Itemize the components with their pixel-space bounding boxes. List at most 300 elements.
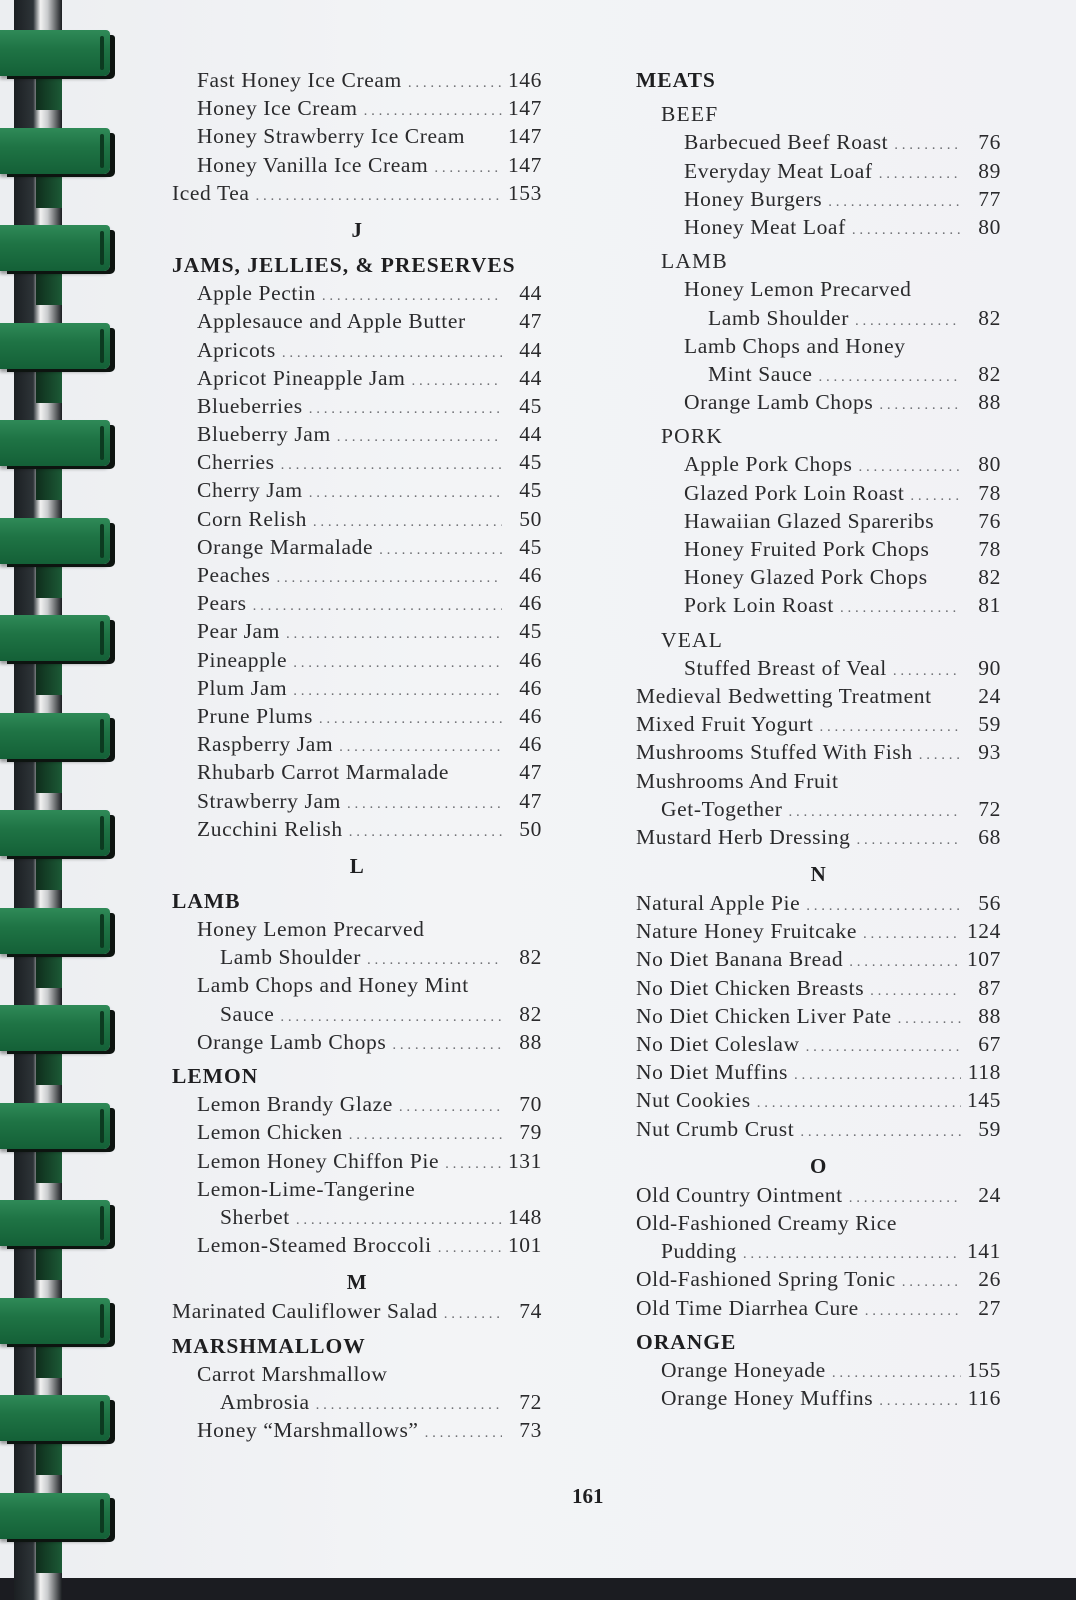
index-entry (636, 1384, 1001, 1412)
dot-leader (293, 649, 502, 677)
index-entry (636, 479, 1001, 507)
index-entry (636, 360, 1001, 388)
index-entry (172, 420, 542, 448)
index-entry (636, 213, 1001, 241)
dot-leader (316, 1391, 502, 1419)
index-category (172, 1332, 542, 1360)
entry-title: No Diet Chicken Breasts (636, 975, 865, 1000)
entry-title: Stuffed Breast of Veal (684, 655, 887, 680)
section-letter: M (346, 1270, 368, 1295)
binding-coil (0, 713, 110, 759)
entry-title: Nature Honey Fruitcake (636, 919, 857, 944)
index-entry (636, 1002, 1001, 1030)
entry-page-number: 80 (978, 452, 1001, 477)
index-entry (172, 1388, 542, 1416)
dot-leader (743, 1240, 961, 1268)
index-category (172, 1062, 542, 1090)
entry-page-number: 93 (978, 740, 1001, 765)
entry-page-number: 89 (978, 158, 1001, 183)
index-entry (636, 1115, 1001, 1143)
dot-leader (879, 391, 961, 419)
entry-page-number: 74 (519, 1299, 542, 1324)
dot-leader (856, 826, 961, 854)
dot-leader (806, 892, 961, 920)
coil-stem (36, 460, 62, 500)
dot-leader (919, 741, 961, 769)
section-letter: L (349, 853, 365, 878)
index-entry (636, 738, 1001, 766)
dot-leader (280, 1003, 502, 1031)
dot-leader (411, 367, 502, 395)
dot-leader (855, 307, 961, 335)
entry-page-number: 44 (519, 365, 542, 390)
entry-page-number: 78 (978, 480, 1001, 505)
binding-coil (0, 1005, 110, 1051)
index-entry (636, 1294, 1001, 1322)
dot-leader (879, 160, 961, 188)
dot-leader (849, 1184, 961, 1212)
category-label: MARSHMALLOW (172, 1333, 366, 1358)
section-letter: O (810, 1153, 827, 1178)
entry-page-number: 82 (978, 305, 1001, 330)
entry-title: Mustard Herb Dressing (636, 824, 851, 849)
entry-page-number: 145 (966, 1088, 1001, 1113)
coil-stem (36, 168, 62, 208)
index-entry (172, 448, 542, 476)
coil-stem (36, 1435, 62, 1475)
index-entry (172, 589, 542, 617)
dot-leader (832, 1359, 961, 1387)
coil-stem (36, 265, 62, 305)
entry-title: Lamb Chops and Honey (684, 333, 906, 358)
entry-title: Iced Tea (172, 180, 250, 205)
index-subcategory (636, 422, 1001, 450)
index-entry (172, 1118, 542, 1146)
index-entry (636, 1265, 1001, 1293)
binding-coil (0, 30, 110, 76)
index-entry (636, 1086, 1001, 1114)
index-entry (636, 128, 1001, 156)
dot-leader (800, 1118, 961, 1146)
entry-title: Honey Ice Cream (197, 96, 358, 121)
index-entry (172, 943, 542, 971)
entry-page-number: 24 (978, 1182, 1001, 1207)
index-entry (636, 1209, 1001, 1237)
entry-page-number: 45 (519, 619, 542, 644)
entry-title: Pineapple (197, 647, 288, 672)
entry-page-number: 147 (507, 96, 542, 121)
index-entry (636, 157, 1001, 185)
category-label: BEEF (661, 102, 719, 127)
coil-stem (36, 70, 62, 110)
page-number: 161 (572, 1484, 604, 1508)
index-entry (636, 275, 1001, 303)
binding-coil (0, 1103, 110, 1149)
entry-page-number: 118 (967, 1060, 1001, 1085)
entry-page-number: 46 (519, 563, 542, 587)
index-subcategory (636, 626, 1001, 654)
entry-title: Blueberries (197, 393, 303, 418)
dot-leader (349, 1121, 502, 1149)
entry-page-number: 88 (519, 1029, 542, 1054)
dot-leader (438, 1234, 502, 1262)
entry-title: Cherry Jam (197, 478, 303, 503)
index-entry (172, 307, 542, 335)
entry-page-number: 116 (967, 1386, 1001, 1411)
dot-leader (819, 713, 961, 741)
binding-coil (0, 810, 110, 856)
index-entry (172, 730, 542, 758)
entry-title: Applesauce and Apple Butter (197, 309, 466, 334)
entry-title: Honey Strawberry Ice Cream (197, 124, 466, 149)
entry-title: Lamb Chops and Honey Mint (197, 973, 469, 998)
entry-title: Pork Loin Roast (684, 593, 834, 618)
index-entry (172, 1203, 542, 1231)
coil-stem (36, 1143, 62, 1183)
entry-title: Cherries (197, 450, 275, 475)
entry-title: Old Country Ointment (636, 1182, 843, 1207)
dot-leader (256, 182, 502, 210)
index-column-right (636, 66, 1001, 1412)
entry-title: Raspberry Jam (197, 732, 334, 757)
dot-leader (858, 453, 961, 481)
entry-title: Lemon Honey Chiffon Pie (197, 1148, 440, 1173)
index-entry (172, 758, 542, 786)
index-entry (636, 654, 1001, 682)
index-entry (172, 561, 542, 589)
coil-stem (36, 655, 62, 695)
entry-page-number: 147 (507, 152, 542, 177)
category-label: LEMON (172, 1064, 259, 1088)
category-label: LAMB (172, 888, 241, 913)
entry-title: Honey Vanilla Ice Cream (197, 152, 429, 177)
index-entry (172, 787, 542, 815)
entry-page-number: 153 (507, 180, 542, 205)
index-category (636, 1328, 1001, 1356)
index-entry (172, 1090, 542, 1118)
entry-page-number: 88 (978, 1003, 1001, 1028)
index-entry (636, 591, 1001, 619)
entry-title: Nut Crumb Crust (636, 1116, 795, 1141)
dot-leader (806, 1033, 961, 1061)
dot-leader (852, 216, 961, 244)
index-entry (172, 702, 542, 730)
index-entry (172, 151, 542, 179)
index-subcategory (636, 100, 1001, 128)
index-subcategory (636, 247, 1001, 275)
dot-leader (322, 282, 502, 310)
entry-page-number: 44 (519, 337, 542, 362)
entry-page-number: 124 (966, 919, 1001, 944)
entry-page-number: 26 (978, 1267, 1001, 1292)
dot-leader (313, 508, 502, 536)
entry-page-number: 147 (507, 124, 542, 149)
index-entry (636, 1058, 1001, 1086)
index-entry (172, 94, 542, 122)
entry-page-number: 78 (978, 537, 1001, 561)
index-entry (172, 674, 542, 702)
entry-title: Everyday Meat Loaf (684, 158, 873, 183)
category-label: VEAL (661, 627, 724, 652)
dot-leader (293, 677, 502, 705)
index-entry (172, 1147, 542, 1175)
entry-page-number: 90 (978, 655, 1001, 680)
index-entry (636, 1030, 1001, 1058)
dot-leader (445, 1150, 502, 1178)
entry-title: Honey Lemon Precarved (684, 277, 912, 302)
dot-leader (898, 1005, 961, 1033)
index-entry (636, 767, 1001, 795)
index-entry (636, 1237, 1001, 1265)
entry-page-number: 82 (519, 1001, 542, 1026)
entry-page-number: 141 (966, 1239, 1001, 1264)
entry-title: Old-Fashioned Spring Tonic (636, 1267, 896, 1292)
dot-leader (849, 948, 961, 976)
entry-title: Marinated Cauliflower Salad (172, 1299, 438, 1324)
index-entry (636, 304, 1001, 332)
coil-stem (36, 1338, 62, 1378)
entry-title: Carrot Marshmallow (197, 1361, 388, 1386)
entry-title: Mushrooms And Fruit (636, 768, 839, 793)
entry-title: Plum Jam (197, 675, 288, 700)
index-entry (636, 974, 1001, 1002)
index-entry (172, 1175, 542, 1203)
coil-stem (36, 558, 62, 598)
entry-title: Pear Jam (197, 619, 281, 644)
dot-leader (276, 564, 502, 592)
entry-title: Orange Lamb Chops (197, 1029, 387, 1054)
index-entry (172, 646, 542, 674)
entry-title: Orange Lamb Chops (684, 390, 874, 415)
dot-leader (894, 131, 961, 159)
entry-title: No Diet Muffins (636, 1060, 788, 1085)
entry-title: Ambrosia (220, 1389, 310, 1414)
binding-coil (0, 908, 110, 954)
entry-title: Apple Pectin (197, 281, 316, 306)
entry-title: Sauce (220, 1001, 275, 1026)
index-entry (172, 533, 542, 561)
entry-page-number: 46 (519, 732, 542, 757)
index-entry (172, 1297, 542, 1325)
entry-page-number: 73 (519, 1418, 542, 1443)
index-entry (172, 392, 542, 420)
index-entry (172, 1416, 542, 1444)
entry-title: Nut Cookies (636, 1088, 751, 1113)
entry-title: Peaches (197, 563, 271, 587)
index-entry (172, 1360, 542, 1388)
index-entry (172, 1000, 542, 1028)
entry-title: Honey Glazed Pork Chops (684, 565, 928, 590)
dot-leader (902, 1268, 961, 1296)
dot-leader (319, 705, 502, 733)
entry-page-number: 59 (978, 1116, 1001, 1141)
entry-title: Orange Honeyade (661, 1357, 826, 1382)
index-entry (636, 185, 1001, 213)
section-letter: N (810, 862, 827, 887)
entry-page-number: 46 (519, 703, 542, 728)
binding-coil (0, 1298, 110, 1344)
entry-page-number: 77 (978, 186, 1001, 211)
entry-page-number: 88 (978, 390, 1001, 415)
dot-leader (819, 363, 961, 391)
entry-title: Blueberry Jam (197, 422, 331, 447)
dot-leader (757, 1089, 961, 1117)
index-entry (172, 279, 542, 307)
binding-coil (0, 518, 110, 564)
binding-coil (0, 323, 110, 369)
index-entry (172, 617, 542, 645)
category-label: PORK (661, 424, 724, 449)
index-entry (172, 915, 542, 943)
entry-title: Apricot Pineapple Jam (197, 365, 406, 390)
entry-title: Apricots (197, 337, 276, 362)
coil-stem (36, 363, 62, 403)
dot-leader (309, 395, 502, 423)
dot-leader (349, 818, 502, 846)
entry-page-number: 44 (519, 281, 542, 306)
index-entry (636, 507, 1001, 535)
entry-title: No Diet Coleslaw (636, 1032, 800, 1056)
index-entry (636, 450, 1001, 478)
index-entry (636, 563, 1001, 591)
entry-title: Get-Together (661, 796, 783, 821)
entry-page-number: 46 (519, 591, 542, 616)
dot-leader (865, 1297, 961, 1325)
category-label: JAMS, JELLIES, & PRESERVES (172, 252, 516, 277)
index-entry (636, 945, 1001, 973)
index-entry (172, 505, 542, 533)
entry-title: Hawaiian Glazed Spareribs (684, 508, 935, 533)
binding-coil (0, 128, 110, 174)
index-entry (172, 179, 542, 207)
entry-title: Pudding (661, 1239, 737, 1264)
entry-page-number: 47 (519, 788, 542, 813)
entry-page-number: 82 (978, 361, 1001, 386)
entry-page-number: 79 (519, 1120, 542, 1145)
dot-leader (282, 339, 502, 367)
dot-leader (364, 97, 502, 125)
index-entry (636, 535, 1001, 563)
entry-title: Honey Fruited Pork Chops (684, 537, 930, 561)
index-column-left (172, 66, 542, 1444)
entry-title: Lemon Brandy Glaze (197, 1092, 393, 1117)
entry-page-number: 82 (519, 945, 542, 970)
entry-title: Apple Pork Chops (684, 452, 853, 477)
dot-leader (444, 1300, 502, 1328)
entry-title: Corn Relish (197, 506, 307, 531)
entry-page-number: 45 (519, 478, 542, 503)
entry-page-number: 68 (978, 824, 1001, 849)
entry-title: No Diet Chicken Liver Pate (636, 1003, 892, 1028)
entry-page-number: 87 (978, 975, 1001, 1000)
entry-page-number: 47 (519, 309, 542, 334)
entry-title: Sherbet (220, 1204, 290, 1229)
entry-title: Honey Meat Loaf (684, 214, 846, 239)
binding-coil (0, 225, 110, 271)
dot-leader (281, 451, 502, 479)
entry-page-number: 45 (519, 450, 542, 475)
entry-title: Lamb Shoulder (708, 305, 849, 330)
category-label: ORANGE (636, 1329, 737, 1354)
dot-leader (893, 657, 961, 685)
entry-page-number: 56 (978, 891, 1001, 916)
coil-stem (36, 753, 62, 793)
dot-leader (828, 188, 961, 216)
entry-title: Lamb Shoulder (220, 945, 361, 970)
entry-page-number: 67 (978, 1032, 1001, 1056)
entry-page-number: 46 (519, 647, 542, 672)
coil-stem (36, 850, 62, 890)
dot-leader (286, 620, 502, 648)
dot-leader (296, 1206, 502, 1234)
dot-leader (910, 482, 961, 510)
entry-title: Lemon-Lime-Tangerine (197, 1176, 416, 1201)
dot-leader (309, 479, 502, 507)
index-entry (172, 66, 542, 94)
entry-title: Orange Marmalade (197, 534, 374, 559)
dot-leader (379, 536, 502, 564)
entry-page-number: 82 (978, 565, 1001, 590)
dot-leader (863, 920, 961, 948)
index-entry (172, 336, 542, 364)
entry-page-number: 24 (978, 683, 1001, 708)
index-entry (172, 122, 542, 150)
entry-page-number: 76 (978, 508, 1001, 533)
entry-title: Mushrooms Stuffed With Fish (636, 740, 913, 765)
entry-page-number: 50 (519, 506, 542, 531)
binding-coil (0, 1395, 110, 1441)
index-entry (636, 889, 1001, 917)
index-entry (636, 710, 1001, 738)
index-category (172, 887, 542, 915)
entry-title: Glazed Pork Loin Roast (684, 480, 905, 505)
entry-title: Rhubarb Carrot Marmalade (197, 760, 450, 785)
entry-page-number: 107 (966, 947, 1001, 972)
dot-leader (879, 1387, 961, 1415)
spiral-binding (0, 0, 120, 1600)
entry-title: Mixed Fruit Yogurt (636, 712, 814, 737)
coil-stem (36, 1045, 62, 1085)
entry-page-number: 80 (978, 214, 1001, 239)
dot-leader (337, 423, 502, 451)
coil-stem (36, 1533, 62, 1573)
dot-leader (253, 592, 502, 620)
index-entry (172, 1231, 542, 1259)
index-entry (172, 971, 542, 999)
entry-page-number: 146 (507, 68, 542, 92)
entry-page-number: 70 (519, 1092, 542, 1117)
dot-leader (789, 798, 961, 826)
index-entry (636, 795, 1001, 823)
dot-leader (392, 1031, 502, 1059)
entry-title: Mint Sauce (708, 361, 813, 386)
binding-coil (0, 1493, 110, 1539)
dot-leader (399, 1093, 502, 1121)
dot-leader (434, 154, 502, 182)
entry-title: Orange Honey Muffins (661, 1386, 874, 1411)
index-entry (636, 1181, 1001, 1209)
index-entry (636, 917, 1001, 945)
dot-leader (408, 69, 502, 97)
entry-title: Lemon Chicken (197, 1120, 343, 1145)
entry-page-number: 81 (978, 593, 1001, 618)
entry-page-number: 27 (978, 1295, 1001, 1320)
index-entry (172, 815, 542, 843)
entry-title: Strawberry Jam (197, 788, 341, 813)
entry-page-number: 72 (978, 796, 1001, 821)
binding-coil (0, 420, 110, 466)
entry-title: Honey Burgers (684, 186, 823, 211)
